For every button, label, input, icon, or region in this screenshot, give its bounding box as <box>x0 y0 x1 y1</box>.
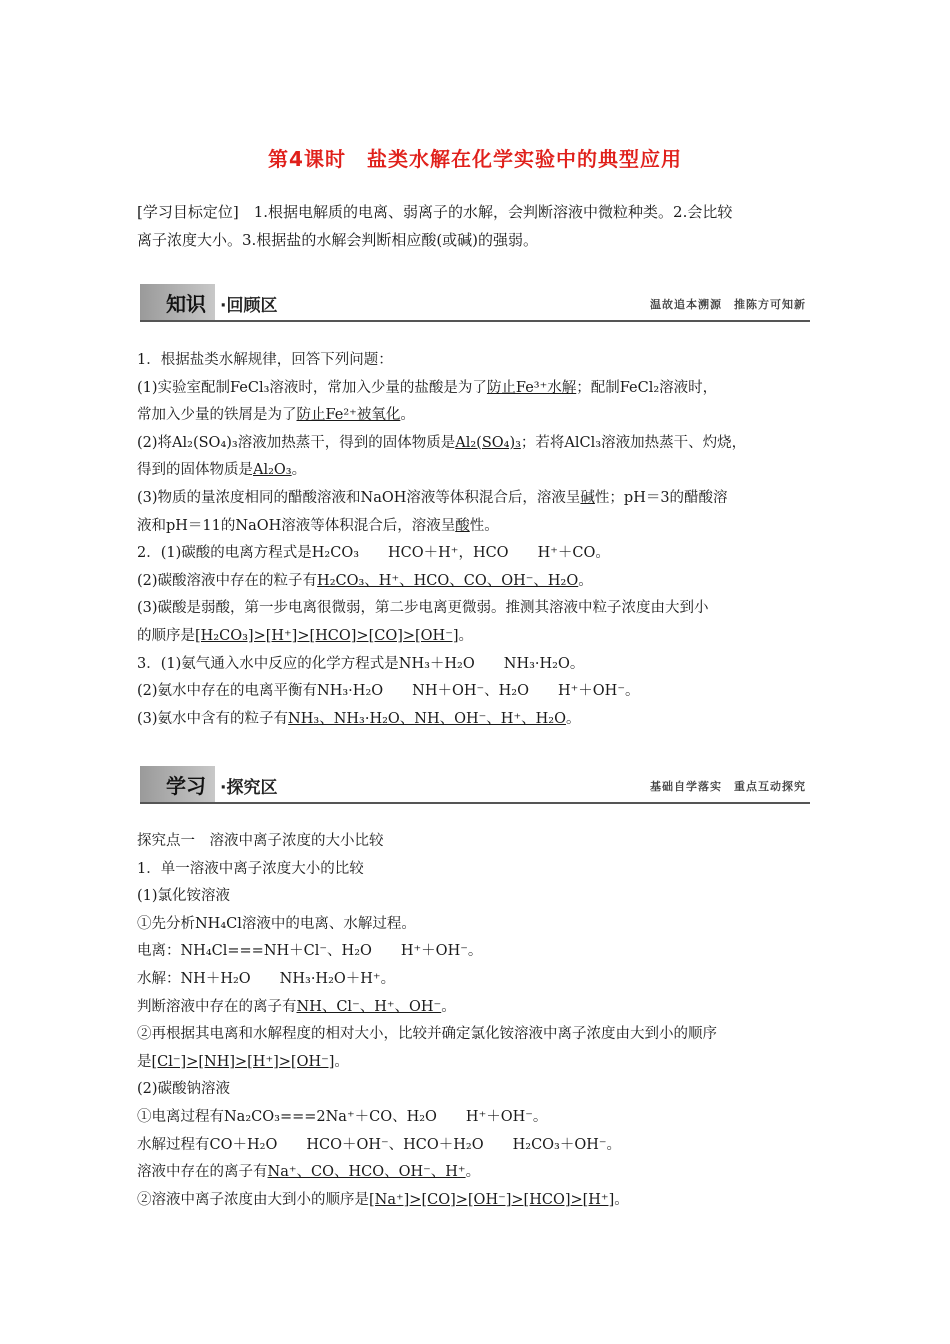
answer-blank: 碱 <box>580 490 595 506</box>
text-segment: 得到的固体物质是 <box>137 462 253 479</box>
text-line <box>137 1133 621 1154</box>
text-segment: (1)实验室配制FeCl₃溶液时，常加入少量的盐酸是为了 <box>137 379 487 396</box>
text-line <box>137 967 395 988</box>
text-segment: 性；pH＝3的醋酸溶 <box>594 490 728 506</box>
text-segment: 。 <box>578 572 593 589</box>
text-segment: 。 <box>458 628 474 644</box>
text-segment: 。 <box>400 407 415 424</box>
text-segment: (3)氨水中含有的粒子有 <box>137 710 289 727</box>
text-segment: 2．(1)碳酸的电离方程式是H₂CO₃ HCO＋H⁺，HCO H⁺＋CO。 <box>137 545 610 562</box>
text-segment: (2)将Al₂(SO₄)₃溶液加热蒸干，得到的固体物质是 <box>137 434 456 451</box>
learning-goals-line-2: 离子浓度大小。3.根据盐的水解会判断相应酸(或碱)的强弱。 <box>137 231 539 249</box>
answer-blank: H₂CO₃、H⁺、HCO、CO、OH⁻、H₂O <box>317 572 579 589</box>
text-segment: 性。 <box>469 517 499 534</box>
banner-rule <box>140 320 810 322</box>
text-segment: ①电离过程有Na₂CO₃===2Na⁺＋CO、H₂O H⁺＋OH⁻。 <box>137 1109 548 1125</box>
text-segment: ②再根据其电离和水解程度的相对大小，比较并确定氯化铵溶液中离子浓度由大到小的顺序 <box>137 1026 717 1043</box>
text-segment: (2)氨水中存在的电离平衡有NH₃·H₂O NH＋OH⁻、H₂O H⁺＋OH⁻。 <box>137 683 640 700</box>
text-line <box>137 884 230 905</box>
text-line <box>137 1105 547 1126</box>
banner-title: 学习 <box>166 774 206 798</box>
text-line <box>137 829 384 850</box>
text-line <box>137 1022 717 1043</box>
answer-blank: [Na⁺]>[CO]>[OH⁻]>[HCO]>[H⁺] <box>369 1191 615 1208</box>
page-title: 第4课时 盐类水解在化学实验中的典型应用 <box>268 147 682 171</box>
text-line <box>137 1050 349 1071</box>
text-segment: ①先分析NH₄Cl溶液中的电离、水解过程。 <box>137 915 416 932</box>
text-line <box>137 431 746 452</box>
banner-subtitle: ·探究区 <box>220 778 278 798</box>
text-segment: 水解：NH＋H₂O NH₃·H₂O＋H⁺。 <box>137 971 396 987</box>
text-segment: (2)碳酸钠溶液 <box>137 1081 231 1098</box>
text-segment: 是 <box>137 1053 152 1070</box>
text-line <box>137 912 416 933</box>
text-line <box>137 458 306 479</box>
text-line <box>137 939 482 960</box>
text-segment: (3)碳酸是弱酸，第一步电离很微弱，第二步电离更微弱。推测其溶液中粒子浓度由大到小 <box>137 600 709 617</box>
section-banner-review <box>140 284 810 324</box>
answer-blank: 酸 <box>455 517 470 534</box>
answer-blank: Al₂O₃ <box>253 462 292 479</box>
text-segment: 水解过程有CO＋H₂O HCO＋OH⁻、HCO＋H₂O H₂CO₃＋OH⁻。 <box>137 1136 622 1153</box>
text-segment: (2)碳酸溶液中存在的粒子有 <box>137 572 318 589</box>
text-line <box>137 541 610 562</box>
text-line <box>137 596 709 617</box>
text-line <box>137 707 580 728</box>
answer-blank: [H₂CO₃]>[H⁺]>[HCO]>[CO]>[OH⁻] <box>195 628 459 644</box>
text-line <box>137 679 640 700</box>
text-line <box>137 514 499 535</box>
section-banner-explore <box>140 766 810 806</box>
answer-blank: NH₃、NH₃·H₂O、NH、OH⁻、H⁺、H₂O <box>288 710 566 727</box>
text-segment: 。 <box>565 710 581 727</box>
answer-blank: [Cl⁻]>[NH]>[H⁺]>[OH⁻] <box>151 1053 335 1070</box>
text-segment: ；若将AlCl₃溶液加热蒸干、灼烧， <box>520 434 747 451</box>
text-line <box>137 1160 480 1181</box>
text-line <box>137 1188 629 1209</box>
answer-blank: NH、Cl⁻、H⁺、OH⁻ <box>296 998 442 1015</box>
text-segment: (1)氯化铵溶液 <box>137 888 231 905</box>
text-segment: 。 <box>465 1164 481 1181</box>
text-segment: 。 <box>441 998 456 1015</box>
text-segment: ；配制FeCl₂溶液时， <box>576 379 718 396</box>
text-segment: 电离：NH₄Cl===NH＋Cl⁻、H₂O H⁺＋OH⁻。 <box>137 943 483 960</box>
answer-blank: 防止Fe²⁺被氧化 <box>296 407 401 424</box>
answer-blank: Na⁺、CO、HCO、OH⁻、H⁺ <box>267 1164 466 1181</box>
banner-title: 知识 <box>166 292 206 316</box>
text-line <box>137 403 415 424</box>
text-line <box>137 486 728 507</box>
text-segment: 的顺序是 <box>137 628 195 644</box>
learning-goals-line-1: [学习目标定位] 1.根据电解质的电离、弱离子的水解，会判断溶液中微粒种类。2.会比较 <box>137 203 733 221</box>
text-line <box>137 624 473 645</box>
text-line <box>137 652 584 673</box>
answer-blank: 防止Fe³⁺水解 <box>486 379 577 396</box>
text-segment: ②溶液中离子浓度由大到小的顺序是 <box>137 1191 369 1208</box>
text-segment: 1．根据盐类水解规律，回答下列问题： <box>137 352 393 368</box>
text-segment: 。 <box>334 1053 349 1070</box>
text-line <box>137 376 717 397</box>
text-segment: 。 <box>291 462 307 479</box>
banner-subtitle: ·回顾区 <box>220 296 278 316</box>
text-segment: 。 <box>614 1191 629 1208</box>
text-segment: (3)物质的量浓度相同的醋酸溶液和NaOH溶液等体积混合后，溶液呈 <box>137 490 581 506</box>
banner-rule <box>140 802 810 804</box>
text-segment: 3．(1)氨气通入水中反应的化学方程式是NH₃＋H₂O NH₃·H₂O。 <box>137 655 585 672</box>
banner-motto: 温故追本溯源 推陈方可知新 <box>650 298 806 311</box>
text-segment: 常加入少量的铁屑是为了 <box>137 407 297 424</box>
text-segment: 溶液中存在的离子有 <box>137 1164 268 1181</box>
text-line <box>137 569 593 590</box>
text-line <box>137 1077 230 1098</box>
banner-motto: 基础自学落实 重点互动探究 <box>650 780 806 793</box>
text-line <box>137 995 456 1016</box>
text-segment: 判断溶液中存在的离子有 <box>137 998 297 1015</box>
text-segment: 液和pH＝11的NaOH溶液等体积混合后，溶液呈 <box>137 517 456 534</box>
text-line <box>137 857 364 878</box>
text-segment: 1．单一溶液中离子浓度大小的比较 <box>137 860 364 877</box>
text-segment: 探究点一 溶液中离子浓度的大小比较 <box>137 833 384 849</box>
answer-blank: Al₂(SO₄)₃ <box>455 434 521 451</box>
text-line <box>137 348 393 369</box>
